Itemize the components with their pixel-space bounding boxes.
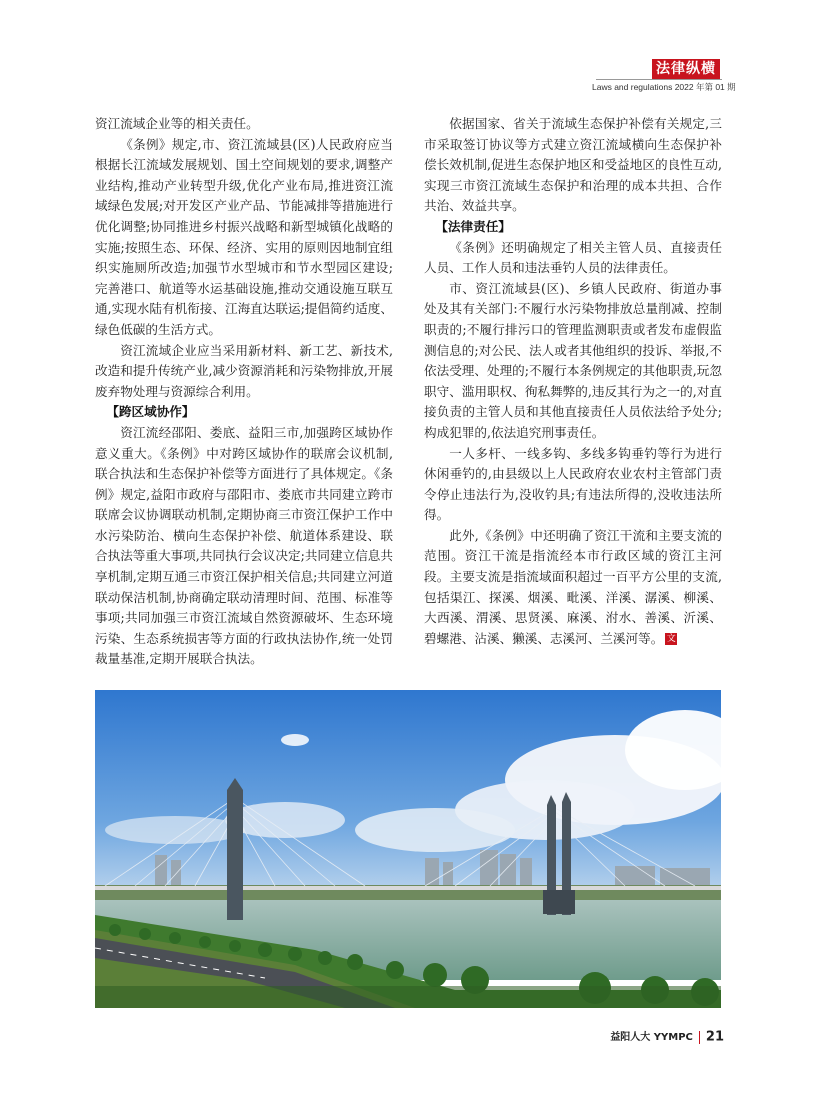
- paragraph: 一人多杆、一线多钩、多线多钩垂钓等行为进行休闲垂钓的,由县级以上人民政府农业农村主管部门责令停止违法行为,没收钓具;有违法所得的,没收违法所得。: [424, 445, 722, 523]
- end-mark-icon: 文: [666, 634, 676, 645]
- left-column: [95, 114, 393, 670]
- column-tag: 法律纵横: [652, 59, 720, 79]
- paragraph: 《条例》还明确规定了相关主管人员、直接责任人员、工作人员和违法垂钓人员的法律责任。: [424, 239, 722, 276]
- paragraph: 《条例》规定,市、资江流域县(区)人民政府应当根据长江流域发展规划、国土空间规划的要求,调整产业结构,推动产业转型升级,优化产业布局,推进资江流域绿色发展;对开发区产业产品、节能减排等措施进行优化调整;协同推进乡村振兴战略和新型城镇化战略的实施;按照生态、环保、经济、实用的原则因地制宜组织实施厕所改造;加强节水型城市和节水型园区建设;完善港口、航道等水运基础设施,推动交通设施互联互通,实现水陆有机衔接、江海直达联运;提倡简约适度、绿色低碳的生活方式。: [95, 136, 393, 337]
- paragraph: 依据国家、省关于流域生态保护补偿有关规定,三市采取签订协议等方式建立资江流域横向生态保护补偿长效机制,促进生态保护地区和受益地区的良性互动,实现三市资江流域生态保护和治理的成本共担、合作共治、效益共享。: [424, 116, 722, 214]
- paragraph: 资江流域企业应当采用新材料、新工艺、新技术,改造和提升传统产业,减少资源消耗和污染物排放,开展废弃物处理与资源综合利用。: [95, 342, 393, 399]
- paragraph-text: 此外,《条例》中还明确了资江干流和主要支流的范围。资江干流是指流经本市行政区域的资江主河段。主要支流是指流域面积超过一百平方公里的支流,包括渠江、探溪、烟溪、毗溪、洋溪、潺溪、柳溪、大西溪、渭溪、思贤溪、麻溪、泭水、善溪、沂溪、碧螺港、沾溪、獭溪、志溪河、兰溪河等。: [424, 527, 722, 646]
- right-column: [424, 114, 722, 649]
- paragraph: 资江流域企业等的相关责任。: [95, 116, 259, 131]
- header-divider: [596, 79, 722, 80]
- paragraph: 市、资江流域县(区)、乡镇人民政府、街道办事处及其有关部门:不履行水污染物排放总量削减、控制职责的;不履行排污口的管理监测职责或者发布虚假监测信息的;对公民、法人或者其他组织的投诉、举报,不依法受理、处理的;不履行本条例规定的其他职责,玩忽职守、滥用职权、徇私舞弊的,违反其行为之一的,对直接负责的主管人员和其他直接责任人员依法给予处分;构成犯罪的,依法追究刑事责任。: [424, 280, 722, 440]
- issue-subtitle: Laws and regulations 2022 年第 01 期: [592, 82, 736, 92]
- publication-name: 益阳人大 YYMPC: [610, 1032, 693, 1043]
- section-heading: 【法律责任】: [435, 218, 511, 234]
- paragraph: 资江流经邵阳、娄底、益阳三市,加强跨区域协作意义重大。《条例》中对跨区域协作的联席会议机制,联合执法和生态保护补偿等方面进行了具体规定。《条例》规定,益阳市政府与邵阳市、娄底市共同建立跨市联席会议协调联动机制,定期协商三市资江保护工作中水污染防治、横向生态保护补偿、航道体系建设、联合执法等重大事项,共同执行会议决定;共同建立信息共享机制,定期互通三市资江保护相关信息;共同建立河道联动保洁机制,协商确定联动清理时间、范围、标准等事项;共同加强三市资江流域自然资源破坏、生态环境污染、生态系统损害等方面的行政执法协作,统一处罚裁量基准,定期开展联合执法。: [95, 424, 393, 667]
- page-footer: [540, 1028, 724, 1046]
- bridge-river-photo: [95, 690, 721, 1008]
- footer-divider: [699, 1031, 700, 1044]
- section-heading: 【跨区域协作】: [106, 404, 195, 420]
- paragraph: [424, 526, 722, 650]
- page-number: 21: [705, 1029, 724, 1045]
